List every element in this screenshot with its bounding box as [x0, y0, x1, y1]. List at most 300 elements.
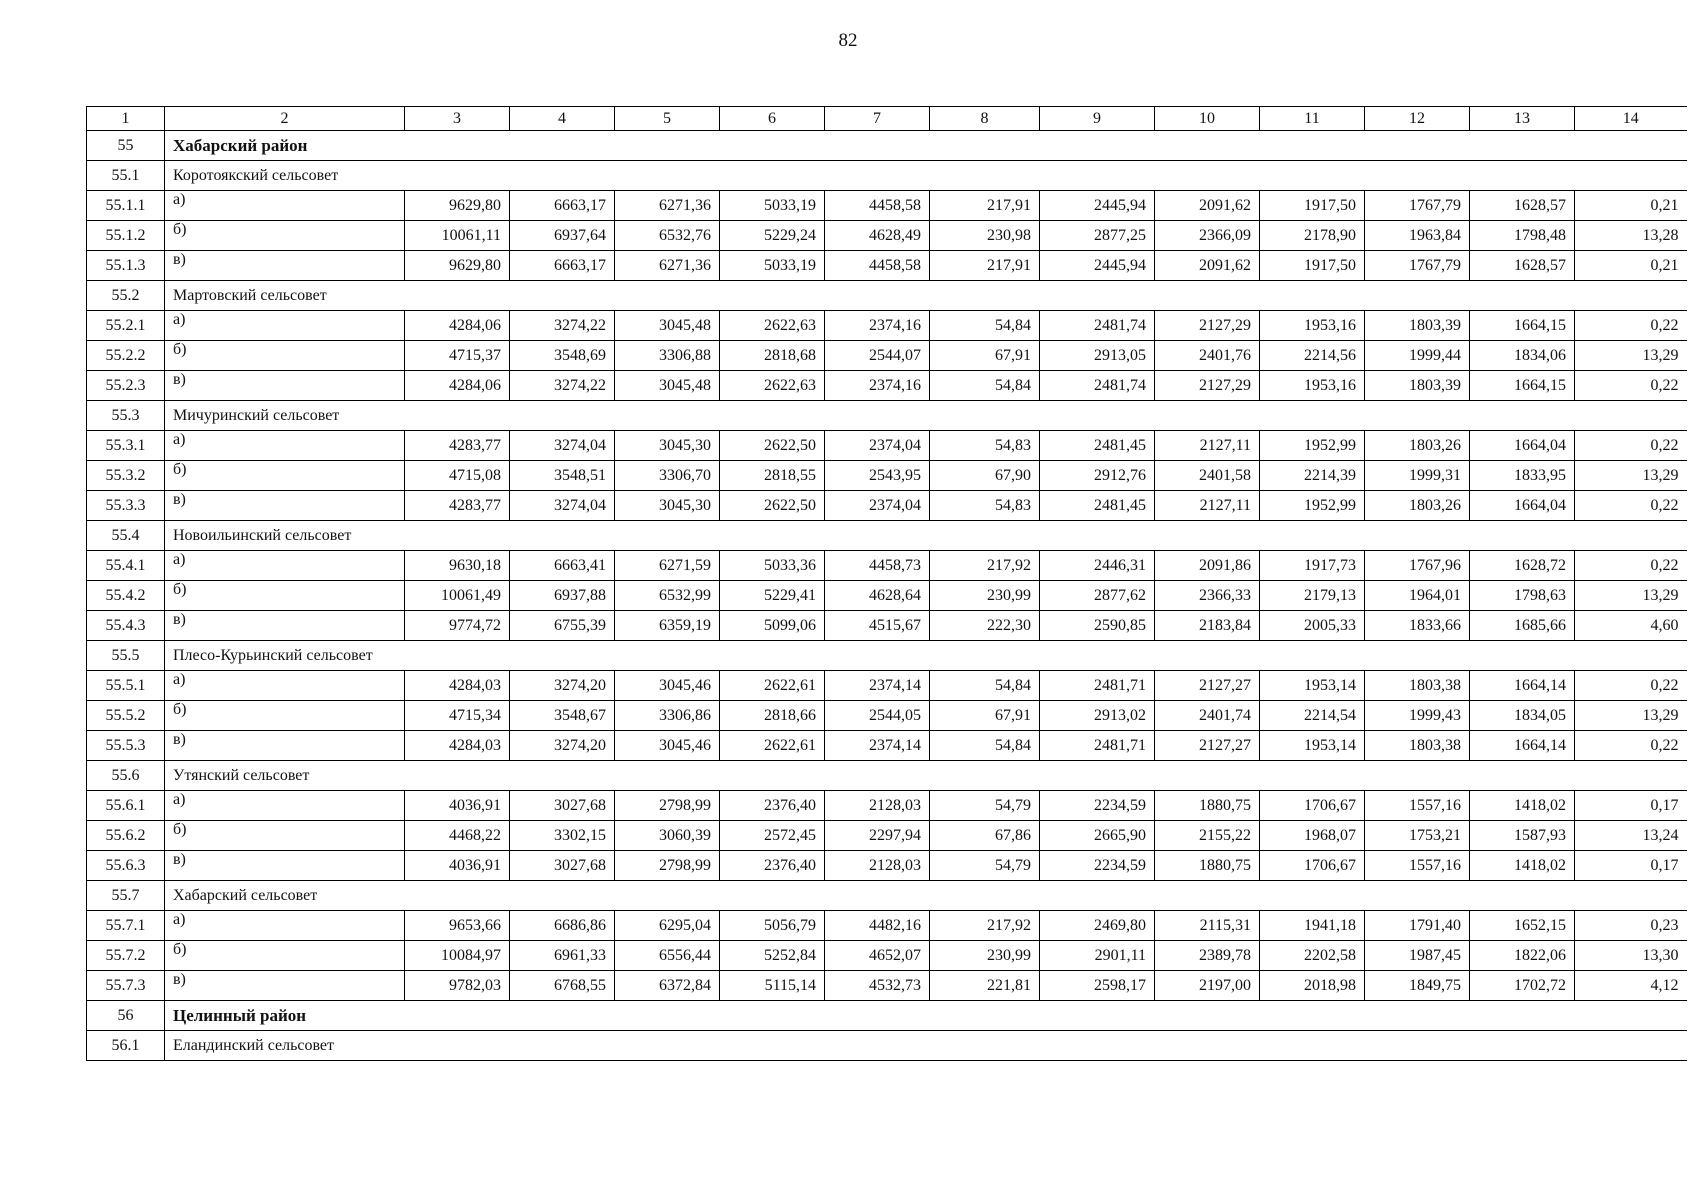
- value-cell: 1953,16: [1260, 311, 1365, 341]
- table-row: [87, 431, 1687, 461]
- value-cell: 2128,03: [825, 851, 930, 881]
- column-number-cell: 1: [87, 107, 165, 131]
- column-number-cell: 7: [825, 107, 930, 131]
- value-cell: 6271,36: [615, 251, 720, 281]
- value-cell: 6686,86: [510, 911, 615, 941]
- value-cell: 5033,19: [720, 191, 825, 221]
- value-cell: 1664,04: [1470, 491, 1575, 521]
- value-cell: 4458,73: [825, 551, 930, 581]
- value-cell: 54,83: [930, 491, 1040, 521]
- council-row: [87, 761, 1687, 791]
- value-cell: 3027,68: [510, 851, 615, 881]
- value-cell: 4532,73: [825, 971, 930, 1001]
- value-cell: 2622,61: [720, 731, 825, 761]
- row-code: 55.4.3: [87, 611, 165, 641]
- row-code: 55.2: [87, 281, 165, 311]
- value-cell: 230,99: [930, 941, 1040, 971]
- value-cell: 54,84: [930, 671, 1040, 701]
- value-cell: 1798,63: [1470, 581, 1575, 611]
- row-code: 55.6.2: [87, 821, 165, 851]
- value-cell: 0,17: [1575, 791, 1687, 821]
- column-number-row: [87, 107, 1687, 131]
- council-name: Коротоякский сельсовет: [165, 161, 1687, 191]
- row-code: 55.3.2: [87, 461, 165, 491]
- column-number-cell: 5: [615, 107, 720, 131]
- value-cell: 5115,14: [720, 971, 825, 1001]
- variant-label: а): [165, 191, 405, 221]
- value-cell: 1803,38: [1365, 671, 1470, 701]
- value-cell: 4628,49: [825, 221, 930, 251]
- value-cell: 4515,67: [825, 611, 930, 641]
- table-body: [87, 107, 1687, 1061]
- value-cell: 1834,05: [1470, 701, 1575, 731]
- value-cell: 217,92: [930, 551, 1040, 581]
- variant-label: а): [165, 911, 405, 941]
- value-cell: 13,29: [1575, 581, 1687, 611]
- value-cell: 222,30: [930, 611, 1040, 641]
- value-cell: 2445,94: [1040, 191, 1155, 221]
- council-row: [87, 1031, 1687, 1061]
- value-cell: 3274,04: [510, 431, 615, 461]
- table-row: [87, 671, 1687, 701]
- value-cell: 2544,05: [825, 701, 930, 731]
- council-row: [87, 281, 1687, 311]
- column-number-cell: 8: [930, 107, 1040, 131]
- value-cell: 1917,73: [1260, 551, 1365, 581]
- value-cell: 10061,11: [405, 221, 510, 251]
- value-cell: 9774,72: [405, 611, 510, 641]
- value-cell: 3045,30: [615, 491, 720, 521]
- table-row: [87, 311, 1687, 341]
- value-cell: 1628,72: [1470, 551, 1575, 581]
- value-cell: 10061,49: [405, 581, 510, 611]
- council-row: [87, 641, 1687, 671]
- value-cell: 0,22: [1575, 551, 1687, 581]
- value-cell: 3548,67: [510, 701, 615, 731]
- value-cell: 2481,74: [1040, 371, 1155, 401]
- value-cell: 4715,34: [405, 701, 510, 731]
- value-cell: 6532,76: [615, 221, 720, 251]
- row-code: 55.4: [87, 521, 165, 551]
- table-row: [87, 731, 1687, 761]
- value-cell: 2913,05: [1040, 341, 1155, 371]
- table-row: [87, 791, 1687, 821]
- council-name: Еландинский сельсовет: [165, 1031, 1687, 1061]
- value-cell: 2018,98: [1260, 971, 1365, 1001]
- value-cell: 1767,96: [1365, 551, 1470, 581]
- value-cell: 5229,24: [720, 221, 825, 251]
- variant-label: а): [165, 311, 405, 341]
- value-cell: 6271,36: [615, 191, 720, 221]
- council-row: [87, 401, 1687, 431]
- value-cell: 1968,07: [1260, 821, 1365, 851]
- value-cell: 4458,58: [825, 251, 930, 281]
- value-cell: 4628,64: [825, 581, 930, 611]
- column-number-cell: 2: [165, 107, 405, 131]
- value-cell: 3302,15: [510, 821, 615, 851]
- value-cell: 2178,90: [1260, 221, 1365, 251]
- variant-label: а): [165, 671, 405, 701]
- value-cell: 3548,51: [510, 461, 615, 491]
- value-cell: 3548,69: [510, 341, 615, 371]
- value-cell: 4283,77: [405, 491, 510, 521]
- column-number-cell: 14: [1575, 107, 1687, 131]
- row-code: 55.6.1: [87, 791, 165, 821]
- value-cell: 4652,07: [825, 941, 930, 971]
- value-cell: 230,99: [930, 581, 1040, 611]
- row-code: 55.1: [87, 161, 165, 191]
- value-cell: 54,84: [930, 371, 1040, 401]
- value-cell: 4036,91: [405, 851, 510, 881]
- variant-label: а): [165, 791, 405, 821]
- value-cell: 2481,74: [1040, 311, 1155, 341]
- value-cell: 2446,31: [1040, 551, 1155, 581]
- value-cell: 1702,72: [1470, 971, 1575, 1001]
- value-cell: 54,84: [930, 311, 1040, 341]
- value-cell: 2374,14: [825, 671, 930, 701]
- value-cell: 230,98: [930, 221, 1040, 251]
- variant-label: б): [165, 221, 405, 251]
- row-code: 55.2.1: [87, 311, 165, 341]
- value-cell: 2214,54: [1260, 701, 1365, 731]
- column-number-cell: 4: [510, 107, 615, 131]
- council-name: Плесо-Курьинский сельсовет: [165, 641, 1687, 671]
- value-cell: 5033,36: [720, 551, 825, 581]
- value-cell: 2366,33: [1155, 581, 1260, 611]
- row-code: 55: [87, 131, 165, 161]
- value-cell: 5229,41: [720, 581, 825, 611]
- value-cell: 3274,20: [510, 731, 615, 761]
- value-cell: 0,22: [1575, 311, 1687, 341]
- value-cell: 54,79: [930, 851, 1040, 881]
- value-cell: 3274,22: [510, 311, 615, 341]
- value-cell: 13,24: [1575, 821, 1687, 851]
- value-cell: 67,86: [930, 821, 1040, 851]
- value-cell: 2091,62: [1155, 191, 1260, 221]
- value-cell: 2366,09: [1155, 221, 1260, 251]
- value-cell: 6663,41: [510, 551, 615, 581]
- table-row: [87, 851, 1687, 881]
- value-cell: 2115,31: [1155, 911, 1260, 941]
- row-code: 55.3: [87, 401, 165, 431]
- value-cell: 1999,31: [1365, 461, 1470, 491]
- value-cell: 1834,06: [1470, 341, 1575, 371]
- value-cell: 3274,22: [510, 371, 615, 401]
- value-cell: 6532,99: [615, 581, 720, 611]
- value-cell: 2798,99: [615, 851, 720, 881]
- table-row: [87, 221, 1687, 251]
- value-cell: 2912,76: [1040, 461, 1155, 491]
- value-cell: 1917,50: [1260, 191, 1365, 221]
- value-cell: 1767,79: [1365, 191, 1470, 221]
- variant-label: в): [165, 731, 405, 761]
- value-cell: 1953,14: [1260, 671, 1365, 701]
- row-code: 55.7.2: [87, 941, 165, 971]
- table-row: [87, 191, 1687, 221]
- value-cell: 13,29: [1575, 701, 1687, 731]
- row-code: 56.1: [87, 1031, 165, 1061]
- council-row: [87, 161, 1687, 191]
- row-code: 55.6.3: [87, 851, 165, 881]
- variant-label: в): [165, 971, 405, 1001]
- value-cell: 10084,97: [405, 941, 510, 971]
- value-cell: 217,91: [930, 191, 1040, 221]
- value-cell: 221,81: [930, 971, 1040, 1001]
- district-name: Целинный район: [165, 1001, 1687, 1031]
- row-code: 55.3.3: [87, 491, 165, 521]
- council-row: [87, 521, 1687, 551]
- value-cell: 67,90: [930, 461, 1040, 491]
- value-cell: 1953,16: [1260, 371, 1365, 401]
- value-cell: 2127,27: [1155, 671, 1260, 701]
- table-row: [87, 371, 1687, 401]
- value-cell: 6663,17: [510, 251, 615, 281]
- value-cell: 1706,67: [1260, 851, 1365, 881]
- value-cell: 2374,16: [825, 371, 930, 401]
- value-cell: 2128,03: [825, 791, 930, 821]
- table-row: [87, 461, 1687, 491]
- value-cell: 0,23: [1575, 911, 1687, 941]
- row-code: 55.1.1: [87, 191, 165, 221]
- value-cell: 217,92: [930, 911, 1040, 941]
- value-cell: 67,91: [930, 701, 1040, 731]
- value-cell: 6663,17: [510, 191, 615, 221]
- value-cell: 1833,95: [1470, 461, 1575, 491]
- value-cell: 2544,07: [825, 341, 930, 371]
- variant-label: а): [165, 431, 405, 461]
- council-name: Хабарский сельсовет: [165, 881, 1687, 911]
- value-cell: 2374,04: [825, 491, 930, 521]
- column-number-cell: 3: [405, 107, 510, 131]
- value-cell: 1941,18: [1260, 911, 1365, 941]
- value-cell: 5099,06: [720, 611, 825, 641]
- row-code: 55.5.2: [87, 701, 165, 731]
- value-cell: 1652,15: [1470, 911, 1575, 941]
- value-cell: 4284,03: [405, 731, 510, 761]
- district-row: [87, 1001, 1687, 1031]
- value-cell: 2127,11: [1155, 431, 1260, 461]
- value-cell: 2401,58: [1155, 461, 1260, 491]
- value-cell: 4283,77: [405, 431, 510, 461]
- value-cell: 1664,14: [1470, 671, 1575, 701]
- value-cell: 4284,06: [405, 311, 510, 341]
- row-code: 55.7.3: [87, 971, 165, 1001]
- value-cell: 4482,16: [825, 911, 930, 941]
- value-cell: 1587,93: [1470, 821, 1575, 851]
- value-cell: 6271,59: [615, 551, 720, 581]
- value-cell: 1628,57: [1470, 251, 1575, 281]
- table-row: [87, 941, 1687, 971]
- council-name: Новоильинский сельсовет: [165, 521, 1687, 551]
- value-cell: 2197,00: [1155, 971, 1260, 1001]
- table-row: [87, 551, 1687, 581]
- council-row: [87, 881, 1687, 911]
- value-cell: 1803,26: [1365, 491, 1470, 521]
- value-cell: 2665,90: [1040, 821, 1155, 851]
- variant-label: б): [165, 581, 405, 611]
- row-code: 55.1.3: [87, 251, 165, 281]
- value-cell: 2091,86: [1155, 551, 1260, 581]
- value-cell: 13,29: [1575, 341, 1687, 371]
- value-cell: 4036,91: [405, 791, 510, 821]
- column-number-cell: 12: [1365, 107, 1470, 131]
- value-cell: 2376,40: [720, 791, 825, 821]
- column-number-cell: 10: [1155, 107, 1260, 131]
- value-cell: 1628,57: [1470, 191, 1575, 221]
- value-cell: 3045,30: [615, 431, 720, 461]
- value-cell: 3045,48: [615, 311, 720, 341]
- value-cell: 2598,17: [1040, 971, 1155, 1001]
- row-code: 55.5: [87, 641, 165, 671]
- value-cell: 1880,75: [1155, 791, 1260, 821]
- value-cell: 1999,44: [1365, 341, 1470, 371]
- value-cell: 3274,20: [510, 671, 615, 701]
- variant-label: б): [165, 701, 405, 731]
- variant-label: в): [165, 851, 405, 881]
- value-cell: 1999,43: [1365, 701, 1470, 731]
- column-number-cell: 6: [720, 107, 825, 131]
- value-cell: 1952,99: [1260, 431, 1365, 461]
- value-cell: 2481,45: [1040, 491, 1155, 521]
- value-cell: 2818,55: [720, 461, 825, 491]
- value-cell: 0,22: [1575, 371, 1687, 401]
- value-cell: 2481,71: [1040, 731, 1155, 761]
- variant-label: в): [165, 611, 405, 641]
- value-cell: 3306,88: [615, 341, 720, 371]
- value-cell: 13,28: [1575, 221, 1687, 251]
- value-cell: 4,12: [1575, 971, 1687, 1001]
- value-cell: 5033,19: [720, 251, 825, 281]
- table-row: [87, 911, 1687, 941]
- district-row: [87, 131, 1687, 161]
- value-cell: 1706,67: [1260, 791, 1365, 821]
- row-code: 55.7.1: [87, 911, 165, 941]
- value-cell: 2622,50: [720, 491, 825, 521]
- value-cell: 1917,50: [1260, 251, 1365, 281]
- row-code: 56: [87, 1001, 165, 1031]
- row-code: 55.2.2: [87, 341, 165, 371]
- value-cell: 1753,21: [1365, 821, 1470, 851]
- value-cell: 0,22: [1575, 731, 1687, 761]
- value-cell: 3060,39: [615, 821, 720, 851]
- value-cell: 2389,78: [1155, 941, 1260, 971]
- value-cell: 6937,64: [510, 221, 615, 251]
- value-cell: 3045,48: [615, 371, 720, 401]
- value-cell: 2590,85: [1040, 611, 1155, 641]
- value-cell: 1880,75: [1155, 851, 1260, 881]
- table-row: [87, 251, 1687, 281]
- tariff-table: [86, 106, 1687, 1061]
- row-code: 55.5.3: [87, 731, 165, 761]
- table-row: [87, 341, 1687, 371]
- variant-label: б): [165, 461, 405, 491]
- value-cell: 1987,45: [1365, 941, 1470, 971]
- value-cell: 2798,99: [615, 791, 720, 821]
- row-code: 55.5.1: [87, 671, 165, 701]
- value-cell: 2622,50: [720, 431, 825, 461]
- column-number-cell: 13: [1470, 107, 1575, 131]
- value-cell: 2572,45: [720, 821, 825, 851]
- row-code: 55.2.3: [87, 371, 165, 401]
- value-cell: 2877,25: [1040, 221, 1155, 251]
- value-cell: 1849,75: [1365, 971, 1470, 1001]
- value-cell: 2155,22: [1155, 821, 1260, 851]
- value-cell: 1418,02: [1470, 791, 1575, 821]
- value-cell: 2818,66: [720, 701, 825, 731]
- value-cell: 2913,02: [1040, 701, 1155, 731]
- value-cell: 2127,29: [1155, 311, 1260, 341]
- value-cell: 2877,62: [1040, 581, 1155, 611]
- value-cell: 2401,76: [1155, 341, 1260, 371]
- value-cell: 2005,33: [1260, 611, 1365, 641]
- table-row: [87, 581, 1687, 611]
- row-code: 55.1.2: [87, 221, 165, 251]
- value-cell: 1418,02: [1470, 851, 1575, 881]
- table-row: [87, 611, 1687, 641]
- row-code: 55.4.1: [87, 551, 165, 581]
- column-number-cell: 9: [1040, 107, 1155, 131]
- value-cell: 1664,04: [1470, 431, 1575, 461]
- value-cell: 1664,14: [1470, 731, 1575, 761]
- value-cell: 6556,44: [615, 941, 720, 971]
- value-cell: 2297,94: [825, 821, 930, 851]
- value-cell: 2202,58: [1260, 941, 1365, 971]
- table-row: [87, 701, 1687, 731]
- table-row: [87, 821, 1687, 851]
- value-cell: 54,79: [930, 791, 1040, 821]
- council-name: Мичуринский сельсовет: [165, 401, 1687, 431]
- value-cell: 3027,68: [510, 791, 615, 821]
- value-cell: 1664,15: [1470, 371, 1575, 401]
- value-cell: 9782,03: [405, 971, 510, 1001]
- value-cell: 1664,15: [1470, 311, 1575, 341]
- value-cell: 2214,39: [1260, 461, 1365, 491]
- value-cell: 1557,16: [1365, 851, 1470, 881]
- value-cell: 1803,38: [1365, 731, 1470, 761]
- row-code: 55.7: [87, 881, 165, 911]
- row-code: 55.6: [87, 761, 165, 791]
- value-cell: 4715,08: [405, 461, 510, 491]
- value-cell: 217,91: [930, 251, 1040, 281]
- value-cell: 4468,22: [405, 821, 510, 851]
- value-cell: 1833,66: [1365, 611, 1470, 641]
- council-name: Мартовский сельсовет: [165, 281, 1687, 311]
- value-cell: 3045,46: [615, 731, 720, 761]
- value-cell: 2622,63: [720, 311, 825, 341]
- variant-label: в): [165, 251, 405, 281]
- value-cell: 2234,59: [1040, 851, 1155, 881]
- value-cell: 6359,19: [615, 611, 720, 641]
- value-cell: 2622,61: [720, 671, 825, 701]
- value-cell: 3306,70: [615, 461, 720, 491]
- value-cell: 4458,58: [825, 191, 930, 221]
- value-cell: 5252,84: [720, 941, 825, 971]
- value-cell: 0,21: [1575, 251, 1687, 281]
- value-cell: 2481,45: [1040, 431, 1155, 461]
- value-cell: 6768,55: [510, 971, 615, 1001]
- variant-label: в): [165, 371, 405, 401]
- value-cell: 2401,74: [1155, 701, 1260, 731]
- value-cell: 1803,39: [1365, 311, 1470, 341]
- value-cell: 9629,80: [405, 251, 510, 281]
- value-cell: 4284,06: [405, 371, 510, 401]
- value-cell: 9653,66: [405, 911, 510, 941]
- value-cell: 6961,33: [510, 941, 615, 971]
- value-cell: 1803,39: [1365, 371, 1470, 401]
- variant-label: а): [165, 551, 405, 581]
- variant-label: б): [165, 941, 405, 971]
- value-cell: 13,30: [1575, 941, 1687, 971]
